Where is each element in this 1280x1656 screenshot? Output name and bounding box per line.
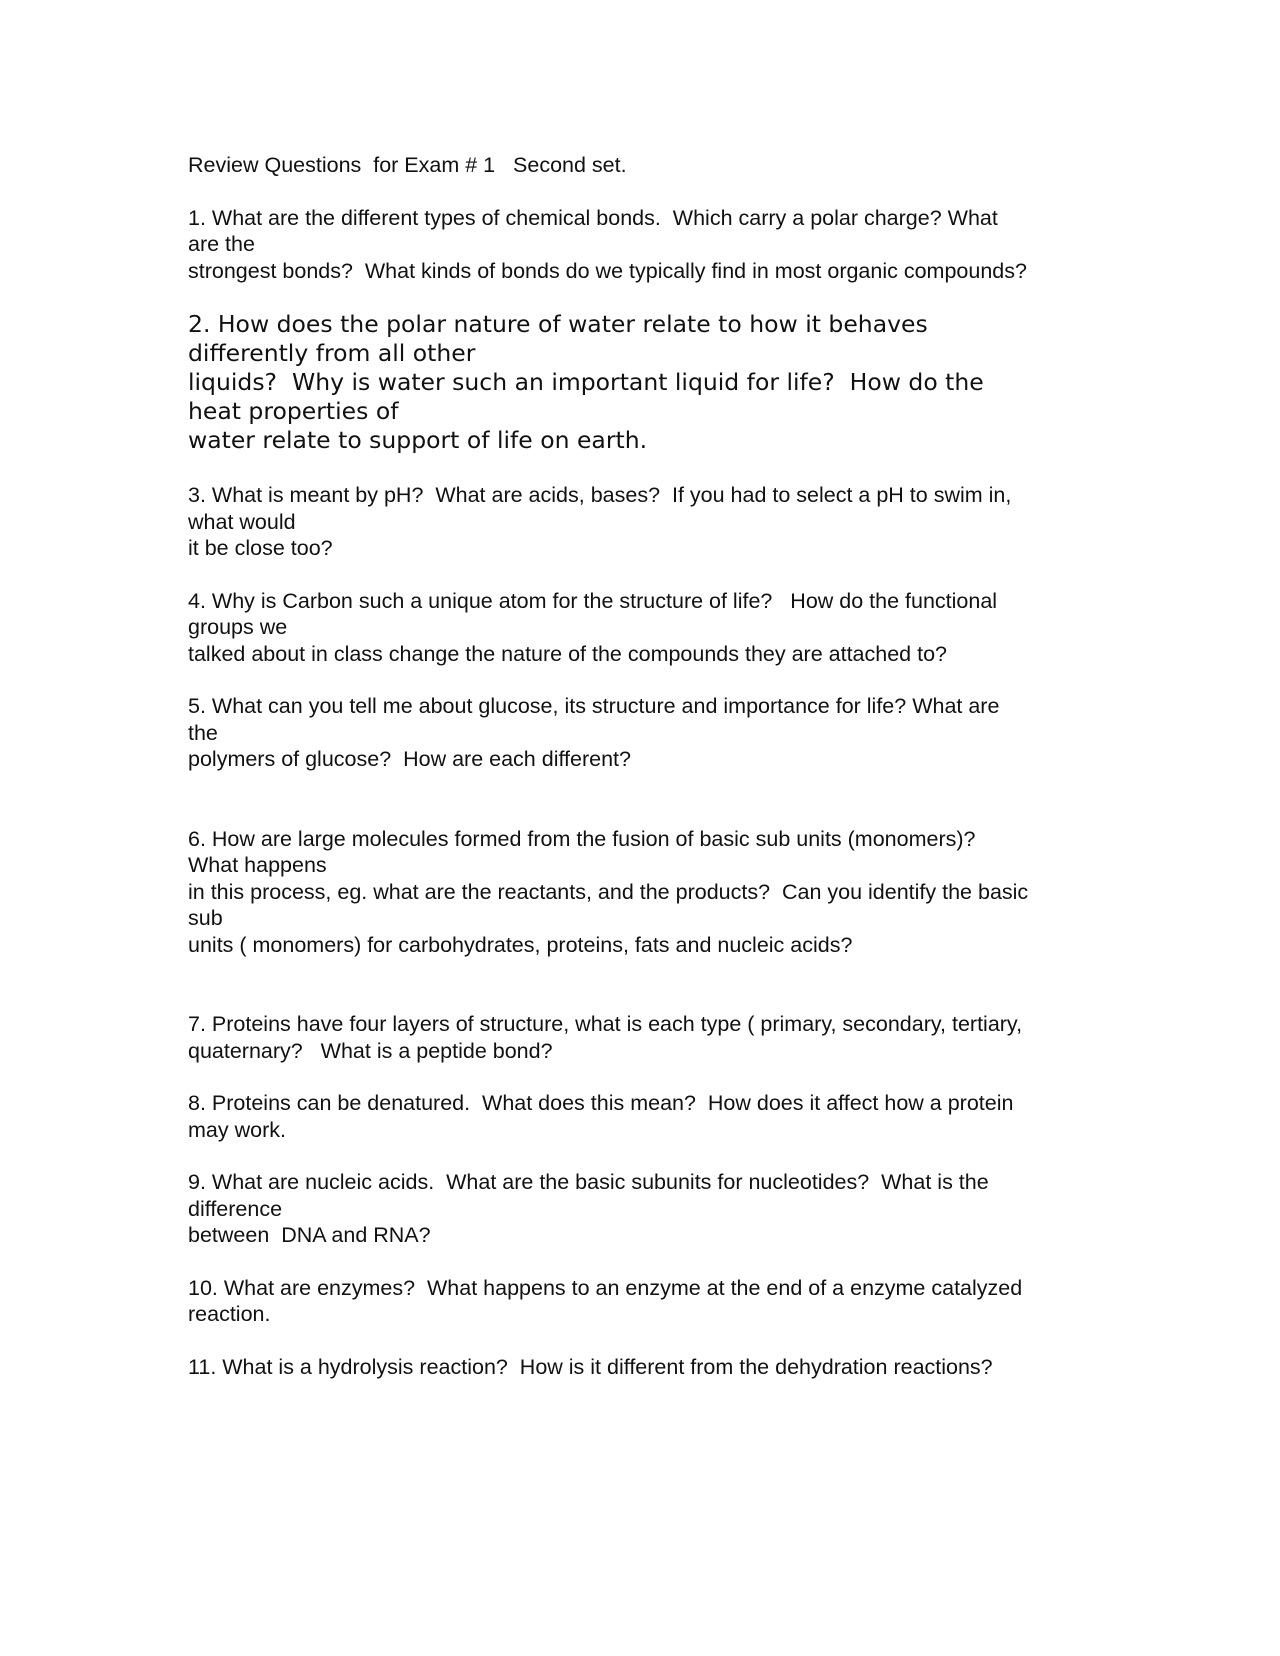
question-5 bbox=[188, 693, 1100, 773]
question-line: units ( monomers) for carbohydrates, proteins, fats and nucleic acids? bbox=[188, 932, 853, 957]
question-line: 5. What can you tell me about glucose, its structure and importance for life? What are bbox=[188, 694, 1000, 718]
question-line: 6. How are large molecules formed from the fusion of basic sub units (monomers)? bbox=[188, 826, 976, 851]
question-line: what would bbox=[188, 509, 296, 534]
question-line: polymers of glucose? How are each different? bbox=[188, 747, 631, 771]
question-line: 11. What is a hydrolysis reaction? How is it different from the dehydration reactions? bbox=[188, 1354, 993, 1379]
question-line: talked about in class change the nature of the compounds they are attached to? bbox=[188, 641, 947, 666]
question-line: reaction. bbox=[188, 1302, 271, 1326]
question-line: in this process, eg. what are the reactants, and the products? Can you identify the basic bbox=[188, 879, 1029, 904]
question-line: 1. What are the different types of chemical bonds. Which carry a polar charge? What bbox=[188, 205, 998, 230]
question-line: 2. How does the polar nature of water relate to how it behaves bbox=[188, 310, 928, 338]
question-line: liquids? Why is water such an important liquid for life? How do the bbox=[188, 368, 984, 396]
question-line: 3. What is meant by pH? What are acids, bases? If you had to select a pH to swim in, bbox=[188, 483, 1012, 507]
document-title bbox=[188, 152, 1100, 179]
question-10 bbox=[188, 1275, 1100, 1328]
question-line: between DNA and RNA? bbox=[188, 1223, 431, 1247]
question-line: are the bbox=[188, 232, 255, 256]
question-line: the bbox=[188, 720, 218, 745]
question-line: groups we bbox=[188, 615, 288, 639]
question-8 bbox=[188, 1090, 1100, 1143]
question-7 bbox=[188, 1011, 1100, 1064]
question-line: quaternary? What is a peptide bond? bbox=[188, 1038, 553, 1063]
question-line: 8. Proteins can be denatured. What does this mean? How does it affect how a protein bbox=[188, 1091, 1014, 1115]
document-body bbox=[188, 152, 1100, 1380]
question-line: 9. What are nucleic acids. What are the basic subunits for nucleotides? What is the bbox=[188, 1170, 989, 1194]
question-1 bbox=[188, 205, 1100, 285]
question-line: differently from all other bbox=[188, 339, 476, 367]
question-line: What happens bbox=[188, 853, 327, 877]
question-4 bbox=[188, 588, 1100, 668]
question-line: 7. Proteins have four layers of structure, what is each type ( primary, secondary, tertiary, bbox=[188, 1012, 1023, 1036]
question-line: 10. What are enzymes? What happens to an enzyme at the end of a enzyme catalyzed bbox=[188, 1275, 1023, 1300]
title-line: Review Questions for Exam # 1 Second set. bbox=[188, 153, 627, 177]
question-line: sub bbox=[188, 906, 223, 930]
question-line: heat properties of bbox=[188, 397, 399, 425]
question-line: difference bbox=[188, 1196, 283, 1221]
question-9 bbox=[188, 1169, 1100, 1249]
question-line: strongest bonds? What kinds of bonds do we typically find in most organic compounds? bbox=[188, 258, 1027, 283]
question-11 bbox=[188, 1354, 1100, 1381]
question-6 bbox=[188, 826, 1100, 959]
question-2 bbox=[188, 310, 1100, 455]
question-3 bbox=[188, 482, 1100, 562]
question-line: may work. bbox=[188, 1117, 286, 1142]
question-line: it be close too? bbox=[188, 536, 333, 560]
question-line: 4. Why is Carbon such a unique atom for the structure of life? How do the functional bbox=[188, 588, 998, 613]
question-line: water relate to support of life on earth. bbox=[188, 426, 648, 454]
